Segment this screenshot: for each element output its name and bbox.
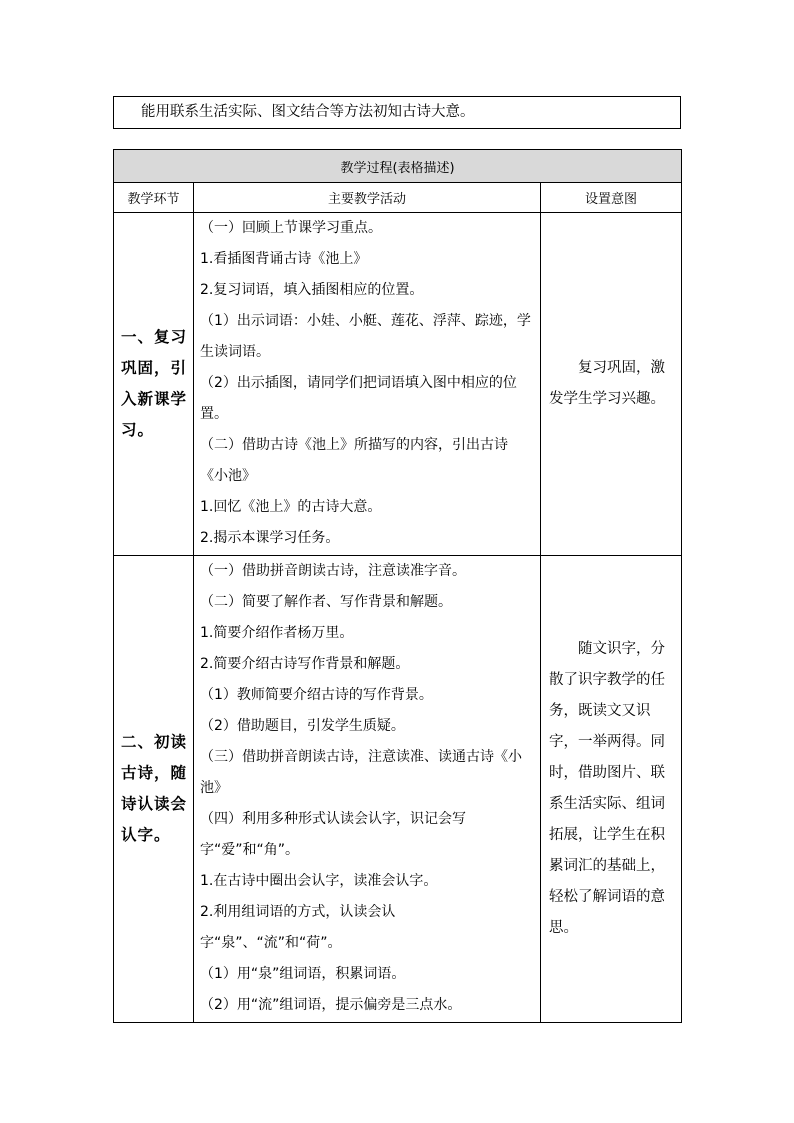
header-stage: 教学环节 <box>114 183 194 213</box>
activity-line: 1.简要介绍作者杨万里。 <box>200 625 354 641</box>
activity-line: （二）简要了解作者、写作背景和解题。 <box>200 594 452 610</box>
activity-line: （1）用“泉”组词语，积累词语。 <box>200 966 406 982</box>
header-intent: 设置意图 <box>541 183 682 213</box>
activity-line: 1.看插图背诵古诗《池上》 <box>200 251 368 267</box>
activity-line: （四）利用多种形式认读会认字，识记会写字“爱”和“角”。 <box>200 811 466 858</box>
table-row <box>114 213 682 556</box>
activity-line: 2.揭示本课学习任务。 <box>200 530 340 546</box>
activity-line: （2）出示插图，请同学们把词语填入图中相应的位置。 <box>200 375 517 422</box>
activity-line: 1.回忆《池上》的古诗大意。 <box>200 499 382 515</box>
activities-cell <box>194 556 541 1023</box>
stage-cell: 一、复习巩固，引入新课学习。 <box>114 213 194 556</box>
activity-line: （1）出示词语：小娃、小艇、莲花、浮萍、踪迹，学生读词语。 <box>200 313 531 360</box>
activity-line: 2.简要介绍古诗写作背景和解题。 <box>200 656 410 672</box>
intent-cell <box>541 213 682 556</box>
table-title: 教学过程(表格描述) <box>114 150 682 183</box>
activity-line: 2.复习词语，填入插图相应的位置。 <box>200 282 424 298</box>
intent-text: 随文识字，分散了识字教学的任务，既读文又识字，一举两得。同时，借助图片、联系生活实际、组词拓展，让学生在积累词汇的基础上，轻松了解词语的意思。 <box>549 641 665 936</box>
teaching-process-table <box>113 149 682 1023</box>
stage-cell: 二、初读古诗，随诗认读会认字。 <box>114 556 194 1023</box>
activity-line: 1.在古诗中圈出会认字，读准会认字。 <box>200 873 438 889</box>
activity-line: （1）教师简要介绍古诗的写作背景。 <box>200 687 433 703</box>
table-row <box>114 556 682 1023</box>
activity-line: （一）回顾上节课学习重点。 <box>200 220 382 236</box>
intent-text: 复习巩固，激发学生学习兴趣。 <box>549 360 665 407</box>
intent-cell <box>541 556 682 1023</box>
activity-line: （二）借助古诗《池上》所描写的内容，引出古诗《小池》 <box>200 437 508 484</box>
activities-cell <box>194 213 541 556</box>
activity-line: （一）借助拼音朗读古诗，注意读准字音。 <box>200 563 466 579</box>
header-activities: 主要教学活动 <box>194 183 541 213</box>
activity-line: （2）用“流”组词语，提示偏旁是三点水。 <box>200 997 462 1013</box>
activity-line: （2）借助题目，引发学生质疑。 <box>200 718 405 734</box>
activity-line: 2.利用组词语的方式，认读会认字“泉”、“流”和“荷”。 <box>200 904 396 951</box>
teaching-objective: 能用联系生活实际、图文结合等方法初知古诗大意。 <box>113 96 681 129</box>
activity-line: （三）借助拼音朗读古诗，注意读准、读通古诗《小池》 <box>200 749 522 796</box>
